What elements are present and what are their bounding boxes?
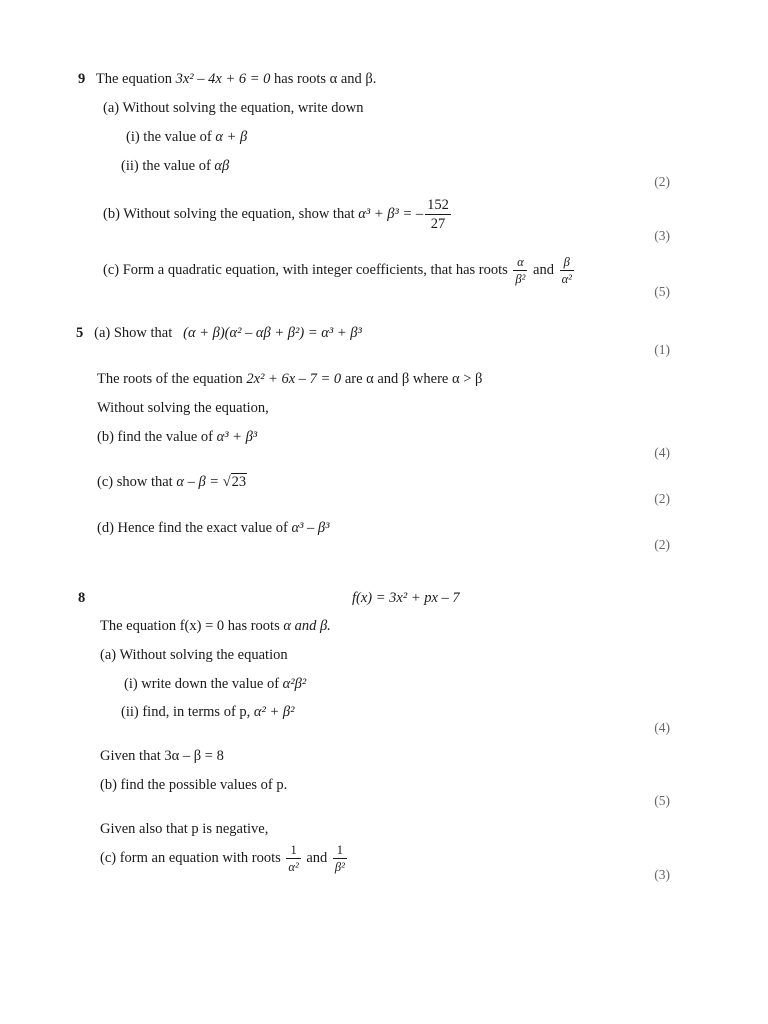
q9-c-text: (c) Form a quadratic equation, with integer coefficients, that has roots — [103, 262, 508, 278]
q9-b-numerator: 152 — [425, 198, 451, 216]
q8-c-fraction-2 — [333, 844, 347, 874]
q8-a-i-text: (i) write down the value of — [124, 676, 280, 692]
q9-b-denominator: 27 — [430, 216, 446, 233]
q5-a-marks: (1) — [654, 342, 670, 357]
q5-stem — [97, 370, 482, 388]
q9-stem — [78, 70, 376, 88]
q5-number: 5 — [76, 325, 84, 341]
q8-stem-text: The equation f(x) = 0 has roots — [100, 618, 280, 634]
q9-b-lhs: α³ + β³ = – — [358, 206, 424, 222]
q9-stem-pre: The equation — [95, 71, 172, 87]
q8-a-marks: (4) — [654, 720, 670, 735]
q8-given-2: Given also that p is negative, — [100, 821, 269, 837]
q9-a-ii-text: (ii) the value of — [121, 158, 211, 174]
q8-stem-expr: α and β. — [283, 618, 331, 634]
q5-stem-eq: 2x² + 6x – 7 = 0 — [246, 371, 342, 387]
q9-a-intro: (a) Without solving the equation, write down — [103, 100, 364, 116]
q8-c-and: and — [306, 850, 328, 866]
q5-c — [97, 473, 247, 491]
q9-c-f1-denominator: β² — [515, 272, 526, 287]
q9-c-f2-numerator: β — [560, 256, 574, 272]
q9-c-f2-denominator: α² — [561, 272, 572, 287]
q5-b-marks: (4) — [654, 445, 670, 460]
q5-a — [76, 324, 362, 342]
q9-stem-eq: 3x² – 4x + 6 = 0 — [175, 71, 271, 87]
q5-b-expr: α³ + β³ — [216, 429, 258, 445]
q9-c — [103, 250, 576, 290]
q5-a-expr: (α + β)(α² – αβ + β²) = α³ + β³ — [183, 325, 362, 341]
q8-a-i-expr: α²β² — [282, 676, 307, 692]
q5-c-radicand: 23 — [231, 474, 247, 490]
q8-c-marks: (3) — [654, 867, 670, 882]
q5-d-marks: (2) — [654, 537, 670, 552]
q9-c-marks: (5) — [654, 284, 670, 299]
q9-b-fraction — [425, 198, 451, 232]
q8-a-intro: (a) Without solving the equation — [100, 647, 288, 663]
q5-c-text: (c) show that — [97, 474, 173, 490]
q9-b-marks: (3) — [654, 228, 670, 243]
q5-c-marks: (2) — [654, 491, 670, 506]
q8-a-i — [124, 675, 306, 693]
q8-given-1: Given that 3α – β = 8 — [100, 748, 224, 764]
q9-stem-post: has roots α and β. — [274, 71, 377, 87]
q8-stem — [100, 617, 331, 635]
q8-c-text: (c) form an equation with roots — [100, 850, 281, 866]
q9-c-fraction-1 — [513, 256, 527, 286]
q5-without: Without solving the equation, — [97, 400, 269, 416]
q8-c-fraction-1 — [286, 844, 300, 874]
q9-b — [103, 194, 453, 234]
q9-number: 9 — [78, 71, 86, 87]
q9-a-i-expr: α + β — [215, 129, 248, 145]
q8-number: 8 — [78, 590, 86, 606]
q9-a-i — [126, 128, 247, 146]
q8-c-f2-denominator: β² — [334, 860, 345, 875]
q5-d — [97, 519, 329, 537]
q8-function: f(x) = 3x² + px – 7 — [352, 590, 460, 606]
q5-d-expr: α³ – β³ — [291, 520, 330, 536]
q9-b-text: (b) Without solving the equation, show that — [103, 206, 355, 222]
q9-c-and: and — [533, 262, 554, 278]
q5-b — [97, 428, 257, 446]
q8-c-f2-numerator: 1 — [333, 844, 347, 860]
q8-b-marks: (5) — [654, 793, 670, 808]
q9-a-marks: (2) — [654, 174, 670, 189]
q5-stem-pre: The roots of the equation — [97, 371, 243, 387]
q8-a-ii-expr: α² + β² — [253, 704, 295, 720]
q8-c — [100, 838, 349, 878]
q8-a-ii-text: (ii) find, in terms of p, — [121, 704, 251, 720]
q8-c-f1-denominator: α² — [288, 860, 299, 875]
q9-c-f1-numerator: α — [513, 256, 527, 272]
q8-a-ii — [121, 703, 294, 721]
q8-c-f1-numerator: 1 — [286, 844, 300, 860]
q9-a-ii-expr: αβ — [214, 158, 230, 174]
q5-stem-post: are α and β where α > β — [344, 371, 483, 387]
q8-b: (b) find the possible values of p. — [100, 777, 288, 793]
q5-b-text: (b) find the value of — [97, 429, 213, 445]
q5-a-text: (a) Show that — [94, 325, 173, 341]
q9-c-fraction-2 — [560, 256, 574, 286]
q9-a-i-text: (i) the value of — [126, 129, 212, 145]
q5-d-text: (d) Hence find the exact value of — [97, 520, 288, 536]
q5-c-expr: α – β = — [176, 474, 220, 490]
q5-c-sqrt: √23 — [222, 474, 247, 490]
q9-a-ii — [121, 157, 229, 175]
